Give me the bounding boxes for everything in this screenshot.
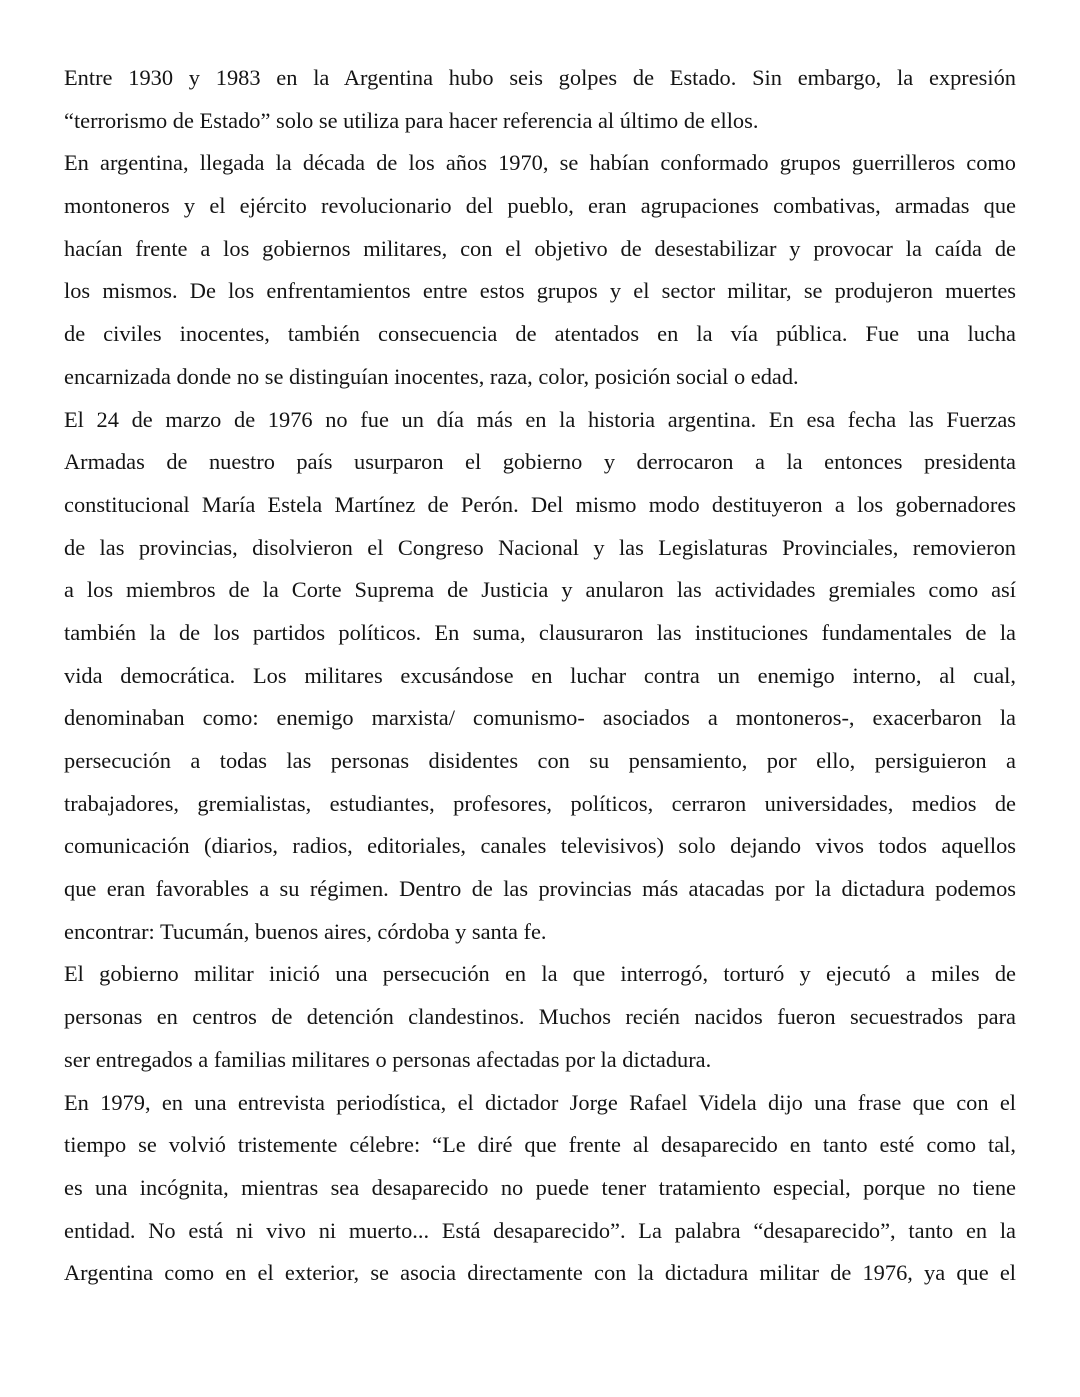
paragraph-guerrillas [64, 147, 1016, 403]
text-line: personas en centros de detención clandestinos. Muchos recién nacidos fueron secuestrados para [64, 1004, 1016, 1030]
text-line: de civiles inocentes, también consecuencia de atentados en la vía pública. Fue una lucha [64, 321, 1016, 347]
text-line: Entre 1930 y 1983 en la Argentina hubo seis golpes de Estado. Sin embargo, la expresión [64, 65, 1016, 90]
text-line: hacían frente a los gobiernos militares, con el objetivo de desestabilizar y provocar la caída de [64, 235, 1016, 261]
text-line: El 24 de marzo de 1976 no fue un día más en la historia argentina. En esa fecha las Fuerzas [64, 406, 1016, 432]
text-line: entidad. No está ni vivo ni muerto... Está desaparecido”. La palabra “desaparecido”, tanto en la [64, 1217, 1016, 1243]
text-line: los mismos. De los enfrentamientos entre estos grupos y el sector militar, se produjeron muertes [64, 278, 1016, 304]
text-line: En 1979, en una entrevista periodística, el dictador Jorge Rafael Videla dijo una frase que con el [64, 1089, 1016, 1115]
text-line: Argentina como en el exterior, se asocia directamente con la dictadura militar de 1976, ya que el [64, 1260, 1016, 1286]
paragraph-persecucion [64, 958, 1016, 1086]
text-line: ser entregados a familias militares o personas afectadas por la dictadura. [64, 1046, 712, 1072]
text-line: constitucional María Estela Martínez de Perón. Del mismo modo destituyeron a los gobernadores [64, 491, 1016, 517]
text-line: de las provincias, disolvieron el Congreso Nacional y las Legislaturas Provinciales, removieron [64, 534, 1016, 560]
paragraph-24-marzo [64, 404, 1016, 959]
text-line: también la de los partidos políticos. En suma, clausuraron las instituciones fundamentales de la [64, 619, 1016, 645]
text-line: En argentina, llegada la década de los años 1970, se habían conformado grupos guerrilleros como [64, 150, 1016, 176]
text-line: que eran favorables a su régimen. Dentro de las provincias más atacadas por la dictadura podemos [64, 876, 1016, 902]
text-line: encontrar: Tucumán, buenos aires, córdoba y santa fe. [64, 918, 547, 944]
text-line: El gobierno militar inició una persecución en la que interrogó, torturó y ejecutó a miles de [64, 961, 1016, 987]
paragraph-golpes [64, 62, 1016, 147]
text-line: a los miembros de la Corte Suprema de Justicia y anularon las actividades gremiales como así [64, 577, 1016, 603]
paragraph-videla [64, 1087, 1016, 1300]
text-line: trabajadores, gremialistas, estudiantes, profesores, políticos, cerraron universidades, medios de [64, 790, 1016, 816]
text-line: montoneros y el ejército revolucionario del pueblo, eran agrupaciones combativas, armadas que [64, 193, 1016, 219]
text-line: “terrorismo de Estado” solo se utiliza para hacer referencia al último de ellos. [64, 107, 759, 133]
text-line: vida democrática. Los militares excusándose en luchar contra un enemigo interno, al cual, [64, 662, 1016, 688]
text-line: Armadas de nuestro país usurparon el gobierno y derrocaron a la entonces presidenta [64, 449, 1016, 475]
document-page [64, 62, 1016, 1300]
text-line: encarnizada donde no se distinguían inocentes, raza, color, posición social o edad. [64, 363, 799, 389]
text-line: comunicación (diarios, radios, editoriales, canales televisivos) solo dejando vivos todos aquellos [64, 833, 1016, 859]
text-line: es una incógnita, mientras sea desaparecido no puede tener tratamiento especial, porque no tiene [64, 1174, 1016, 1200]
text-line: persecución a todas las personas disidentes con su pensamiento, por ello, persiguieron a [64, 748, 1016, 773]
text-line: denominaban como: enemigo marxista/ comunismo- asociados a montoneros-, exacerbaron la [64, 705, 1016, 731]
text-line: tiempo se volvió tristemente célebre: “Le diré que frente al desaparecido en tanto esté como tal, [64, 1132, 1016, 1158]
